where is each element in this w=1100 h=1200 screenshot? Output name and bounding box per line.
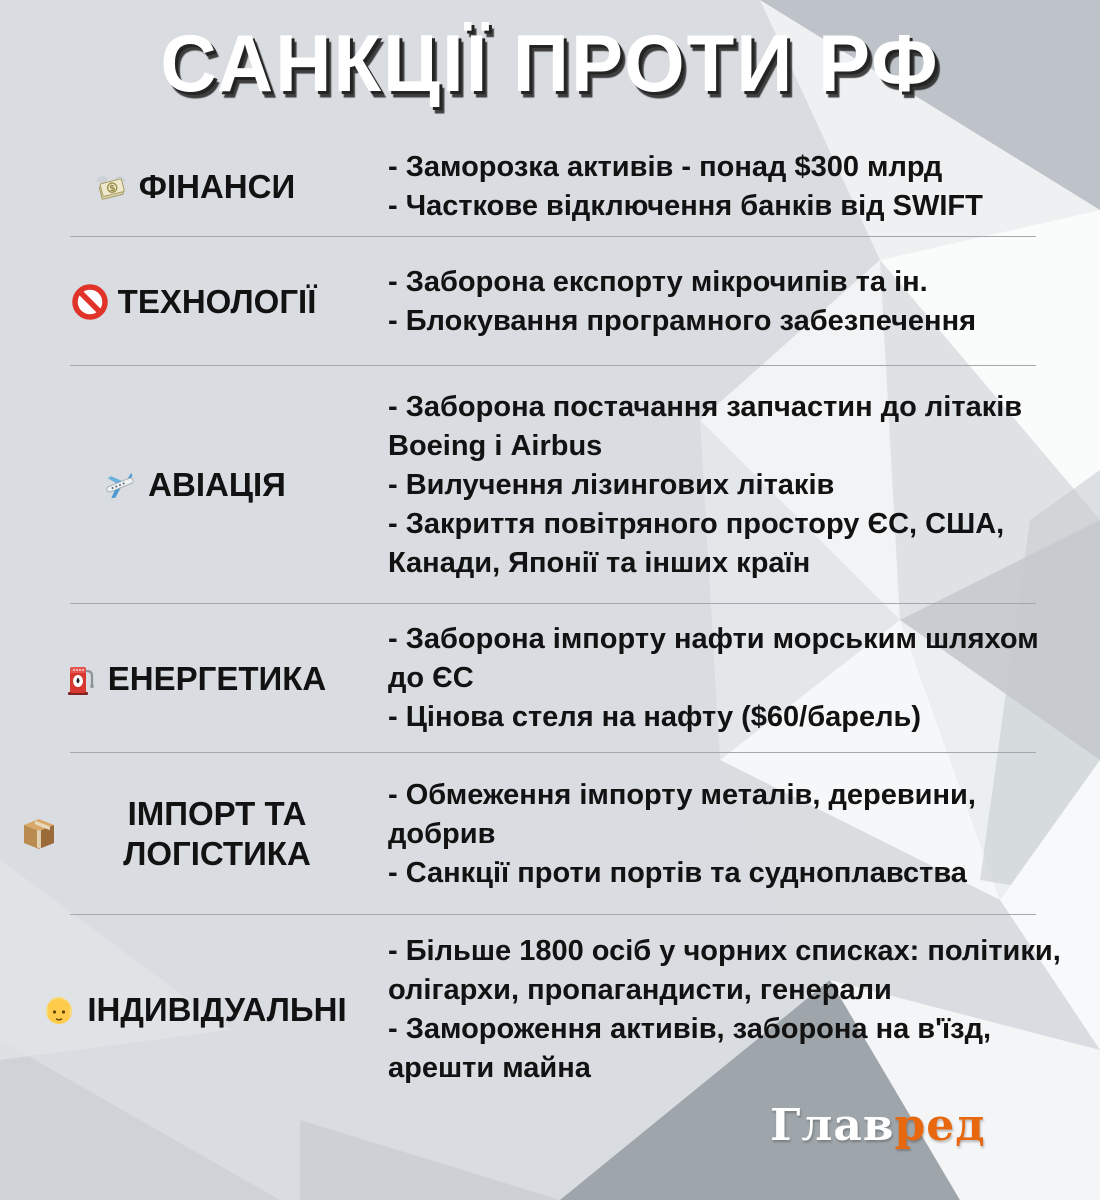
section-label: ТЕХНОЛОГІЇ xyxy=(117,282,317,320)
sanction-section-row xyxy=(0,915,1100,1105)
fuel-pump-icon xyxy=(62,661,98,697)
section-label-group xyxy=(0,167,388,207)
sanction-item: - Заборона імпорту нафти морським шляхом до ЄС xyxy=(388,623,1039,694)
sanction-item: - Замороження активів, заборона на в'їзд, арешти майна xyxy=(388,1013,992,1084)
person-icon xyxy=(41,992,77,1028)
sanction-item: - Заборона експорту мікрочипів та ін. xyxy=(388,265,928,298)
money-with-wings-icon xyxy=(93,169,129,205)
glavred-logo xyxy=(770,1100,986,1151)
sanction-section-row xyxy=(0,137,1100,237)
section-label-group xyxy=(0,794,388,874)
glavred-logo-part2: ред xyxy=(894,1100,986,1151)
sanction-item: - Санкції проти портів та судноплавства xyxy=(388,856,967,889)
section-label-group xyxy=(0,659,388,699)
section-label-group xyxy=(0,465,388,505)
section-items xyxy=(388,388,1100,583)
section-label-group xyxy=(0,990,388,1030)
section-items xyxy=(388,620,1100,737)
sanction-item: - Часткове відключення банків від SWIFT xyxy=(388,190,983,222)
section-items xyxy=(388,776,1100,893)
sanction-item: - Заборона постачання запчастин до літаків Boeing і Airbus xyxy=(388,390,1023,462)
section-label: ФІНАНСИ xyxy=(138,168,296,205)
section-label: АВІАЦІЯ xyxy=(148,466,286,503)
section-label: ІМПОРТ ТА ЛОГІСТИКА xyxy=(123,795,311,872)
sanction-section-row xyxy=(0,604,1100,753)
sanction-item: - Закриття повітряного простору ЄС, США, Канади, Японії та інших країн xyxy=(388,507,1005,579)
sanction-item: - Заморозка активів - понад $300 млрд xyxy=(388,151,943,183)
section-label: ІНДИВІДУАЛЬНІ xyxy=(87,991,347,1028)
sanction-item: - Вилучення лізингових літаків xyxy=(388,468,835,501)
sanction-item: - Обмеження імпорту металів, деревини, добрив xyxy=(388,778,976,850)
sanction-section-row xyxy=(0,237,1100,366)
airplane-icon xyxy=(102,467,138,503)
section-items xyxy=(388,263,1100,341)
section-label: ЕНЕРГЕТИКА xyxy=(107,659,327,697)
prohibited-icon xyxy=(72,284,108,320)
sanction-sections xyxy=(0,137,1100,1105)
sanction-section-row xyxy=(0,753,1100,915)
sanction-item: - Більше 1800 осіб у чорних списках: політики, олігархи, пропагандисти, генерали xyxy=(388,935,1061,1006)
section-label-group xyxy=(0,282,388,322)
section-items xyxy=(388,148,1100,226)
package-icon xyxy=(21,816,57,852)
section-items xyxy=(388,932,1100,1088)
sanction-section-row xyxy=(0,366,1100,604)
glavred-logo-part1: Глав xyxy=(770,1100,895,1151)
sanction-item: - Блокування програмного забезпечення xyxy=(388,304,977,337)
sanction-item: - Цінова стеля на нафту ($60/барель) xyxy=(388,701,922,733)
page-title: САНКЦІЇ ПРОТИ РФ xyxy=(160,17,940,109)
